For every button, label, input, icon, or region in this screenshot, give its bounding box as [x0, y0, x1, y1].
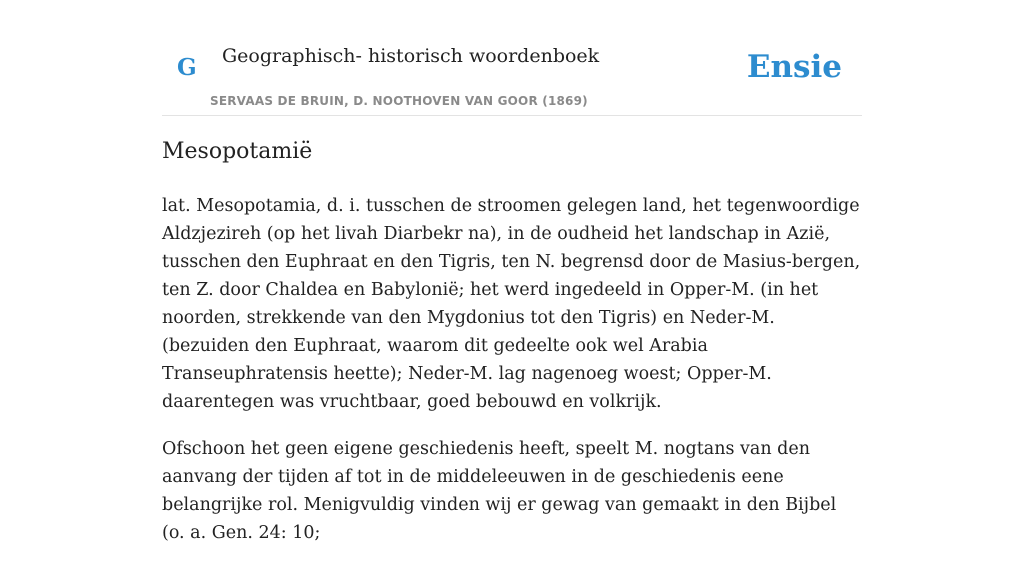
dictionary-title[interactable]: Geographisch- historisch woordenboek: [222, 45, 600, 67]
entry-paragraph: lat. Mesopotamia, d. i. tusschen de stroomen gelegen land, het tegenwoordige Aldzjezireh (op het livah Diarbekr na), in de oudheid het landschap in Azië, tusschen den Euphraat en den Tigris, ten N. begrensd door de Masius-bergen, ten Z. door Chaldea en Babylonië; het werd ingedeeld in Opper-M. (in het noorden, strekkende van den Mygdonius tot den Tigris) en Neder-M. (bezuiden den Euphraat, waarom dit gedeelte ook wel Arabia Transeuphratensis heette); Neder-M. lag nagenoeg woest; Opper-M. daarentegen was vruchtbaar, goed bebouwd en volkrijk.: [162, 196, 861, 412]
entry-paragraph: Ofschoon het geen eigene geschiedenis heeft, speelt M. nogtans van den aanvang der tijden af tot in de middeleeuwen in de geschiedenis eene belangrijke rol. Menigvuldig vinden wij er gewag van gemaakt in den Bijbel (o. a. Gen. 24: 10;: [162, 439, 837, 543]
dictionary-logo[interactable]: G: [177, 54, 197, 81]
entry-body: [162, 192, 862, 566]
content-container: [162, 0, 862, 543]
dictionary-header: [162, 0, 862, 116]
entry-title: Mesopotamië: [162, 139, 313, 164]
dictionary-authors: SERVAAS DE BRUIN, D. NOOTHOVEN VAN GOOR (1869): [210, 94, 588, 108]
ensie-brand-logo[interactable]: Ensie: [746, 49, 842, 85]
